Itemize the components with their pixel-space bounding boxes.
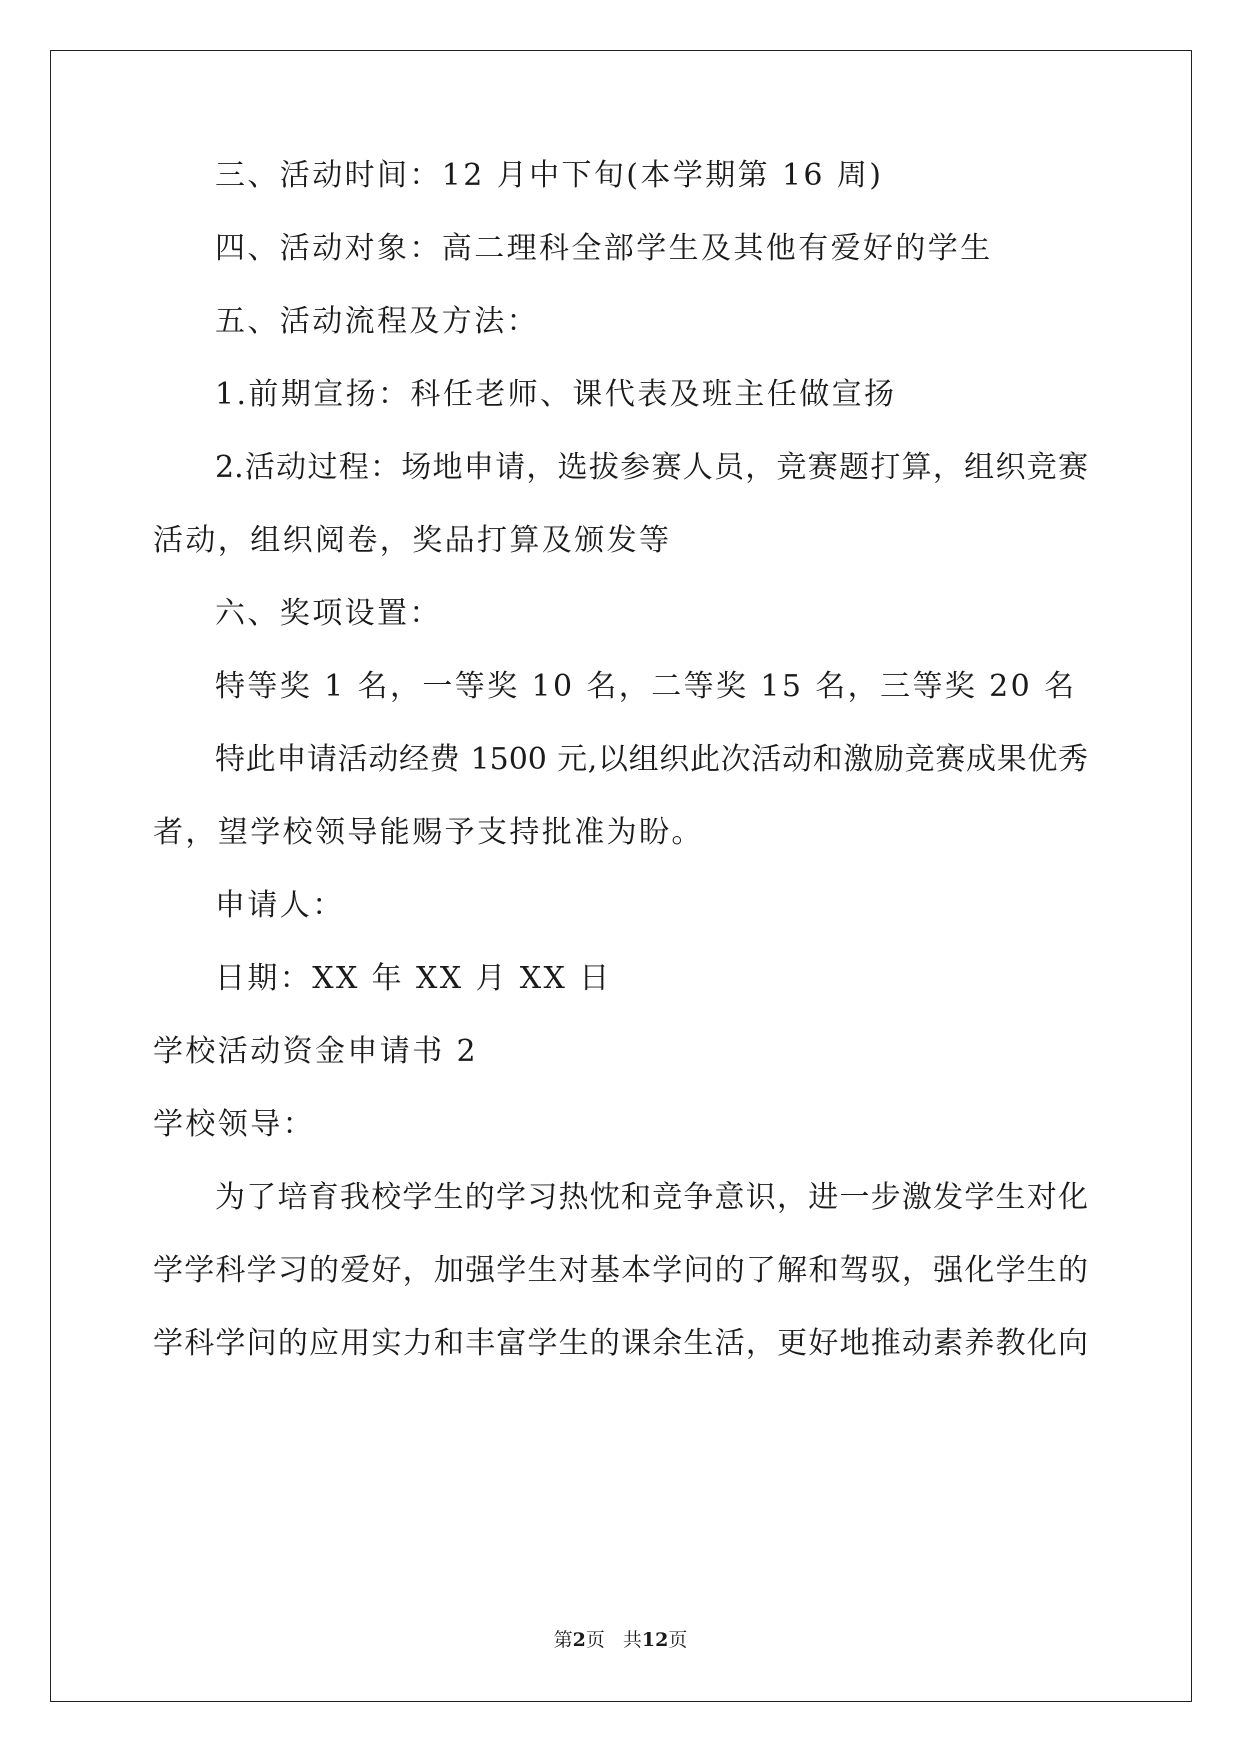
- process-item-activity-line2: 活动，组织阅卷，奖品打算及颁发等: [153, 523, 672, 558]
- total-prefix: 共: [622, 1629, 642, 1651]
- process-item-activity-line1: 2.活动过程：场地申请，选拔参赛人员，竞赛题打算，组织竞赛: [215, 450, 1088, 485]
- funding-request-line2: 者，望学校领导能赐予支持批准为盼。: [153, 815, 704, 850]
- section-activity-time: 三、活动时间：12 月中下旬(本学期第 16 周): [215, 158, 884, 193]
- page-footer: [0, 1628, 1241, 1652]
- section-activity-process-heading: 五、活动流程及方法：: [215, 304, 539, 339]
- page-total: 12: [641, 1629, 669, 1651]
- awards-detail: 特等奖 1 名，一等奖 10 名，二等奖 15 名，三等奖 20 名: [215, 669, 1077, 704]
- section-activity-target: 四、活动对象：高二理科全部学生及其他有爱好的学生: [215, 231, 993, 266]
- section-awards-heading: 六、奖项设置：: [215, 596, 442, 631]
- body-paragraph-line1: 为了培育我校学生的学习热忱和竞争意识，进一步激发学生对化: [215, 1180, 1088, 1215]
- date-line: 日期：XX 年 XX 月 XX 日: [215, 961, 612, 996]
- body-paragraph-line3: 学科学问的应用实力和丰富学生的课余生活，更好地推动素养教化向: [153, 1326, 1088, 1361]
- salutation: 学校领导：: [153, 1107, 315, 1142]
- page-current: 2: [572, 1629, 586, 1651]
- page-suffix: 页: [585, 1629, 605, 1651]
- total-suffix: 页: [668, 1629, 688, 1651]
- applicant-label: 申请人：: [215, 888, 345, 923]
- page-prefix: 第: [553, 1629, 573, 1651]
- funding-request-line1: 特此申请活动经费 1500 元,以组织此次活动和激励竞赛成果优秀: [215, 742, 1088, 777]
- process-item-promotion: 1.前期宣扬：科任老师、课代表及班主任做宣扬: [215, 377, 897, 412]
- page-frame: [50, 50, 1192, 1702]
- document-2-title: 学校活动资金申请书 2: [153, 1034, 479, 1069]
- body-paragraph-line2: 学学科学习的爱好，加强学生对基本学问的了解和驾驭，强化学生的: [153, 1253, 1088, 1288]
